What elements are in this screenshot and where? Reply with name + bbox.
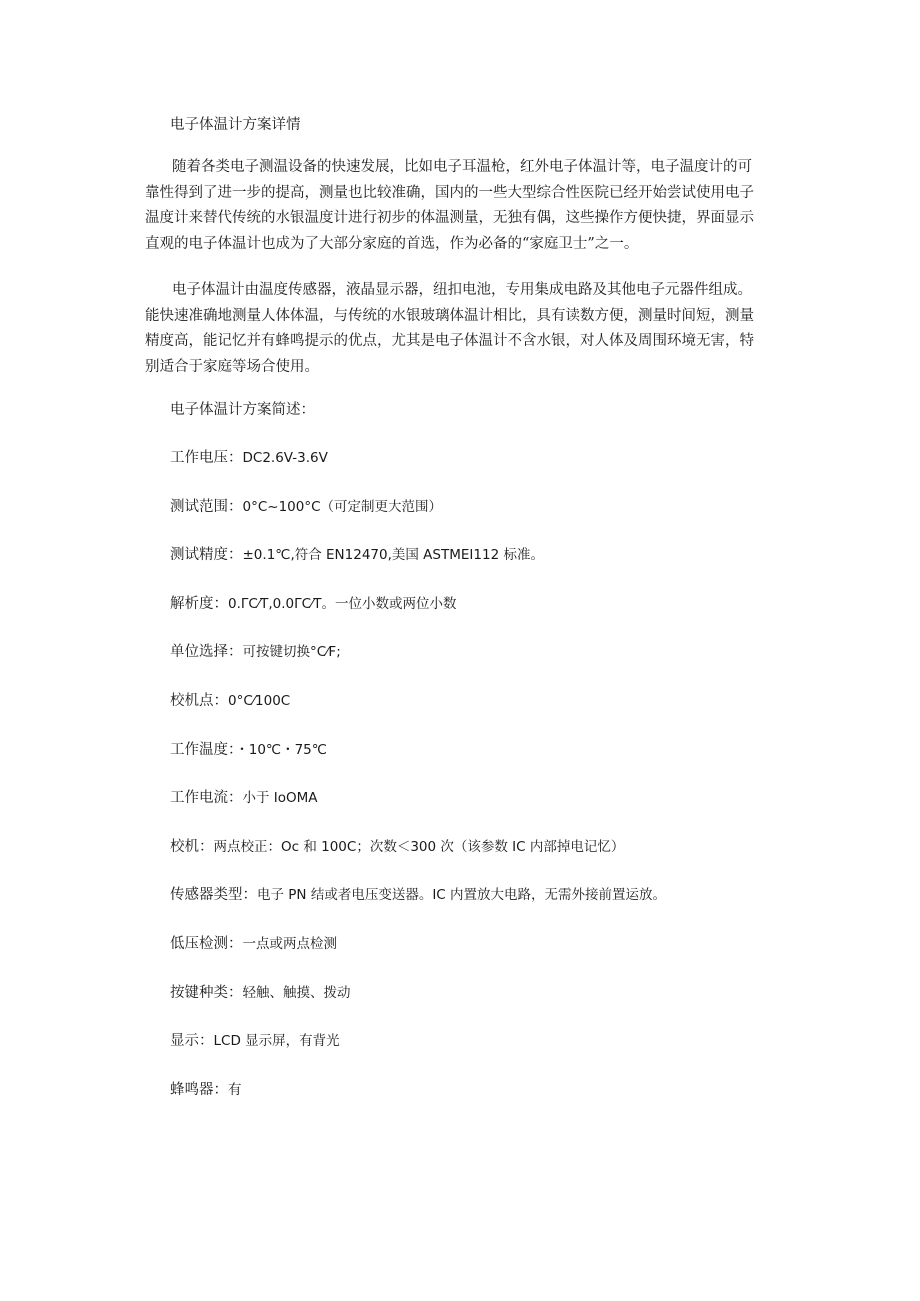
paragraph-line: 电子体温计由温度传感器，液晶显示器，纽扣电池，专用集成电路及其他电子元器件组成。 — [172, 282, 752, 298]
spec-item — [170, 932, 666, 981]
spec-label: 校机点： — [170, 692, 228, 709]
spec-item — [170, 1029, 666, 1078]
spec-label: 工作电流： — [170, 790, 243, 807]
spec-label: 按键种类： — [170, 984, 243, 1001]
spec-label: 低压检测： — [170, 935, 243, 952]
spec-label: 工作温度： — [170, 741, 236, 758]
spec-value: 0°C~100°C（可定制更大范围） — [242, 498, 443, 515]
spec-label: 工作电压： — [170, 450, 243, 466]
paragraph-line: 随着各类电子测温设备的快速发展，比如电子耳温枪，红外电子体温计等，电子温度计的可 — [172, 159, 752, 175]
spec-value: 小于 IoOMA — [242, 790, 318, 807]
spec-item — [170, 738, 666, 787]
spec-item — [170, 446, 666, 495]
paragraph-line: 直观的电子体温计也成为了大部分家庭的首选，作为必备的“家庭卫士”之一。 — [145, 235, 639, 252]
spec-list — [170, 446, 666, 1126]
paragraph-line: 别适合于家庭等场合使用。 — [145, 358, 319, 375]
intro-paragraph — [145, 155, 785, 257]
spec-label: 校机： — [170, 838, 214, 855]
document-title: 电子体温计方案详情 — [170, 117, 301, 133]
spec-item — [170, 981, 666, 1030]
spec-item — [170, 640, 666, 689]
spec-label: 显示： — [170, 1033, 214, 1050]
paragraph-line: 精度高，能记忆并有蜂鸣提示的优点，尤其是电子体温计不含水银，对人体及周围环境无害，特 — [145, 333, 754, 349]
spec-item — [170, 835, 666, 884]
spec-item — [170, 543, 666, 592]
spec-label: 单位选择： — [170, 644, 243, 661]
spec-value: ±0.1℃,符合 EN12470,美国 ASTMEI112 标准。 — [242, 547, 544, 564]
spec-value: 电子 PN 结或者电压变送器。IC 内置放大电路，无需外接前置运放。 — [257, 887, 667, 904]
spec-value: 0°C⁄100C — [228, 692, 291, 709]
spec-value: LCD 显示屏，有背光 — [213, 1033, 340, 1050]
spec-value: 0.ΓC⁄T,0.0ΓC⁄T。一位小数或两位小数 — [228, 595, 457, 612]
spec-label: 测试范围： — [170, 498, 243, 515]
spec-label: 蜂鸣器： — [170, 1081, 228, 1098]
spec-label: 传感器类型： — [170, 887, 257, 904]
spec-label: 测试精度： — [170, 547, 243, 564]
spec-item — [170, 1078, 666, 1127]
spec-label: 解析度： — [170, 595, 228, 612]
spec-item — [170, 592, 666, 641]
spec-value: 轻触、触摸、拨动 — [242, 984, 351, 1001]
spec-value: 有 — [228, 1081, 242, 1098]
spec-item — [170, 495, 666, 544]
spec-value: 一点或两点检测 — [242, 935, 337, 952]
spec-value: 两点校正：Oc 和 100C；次数＜300 次（该参数 IC 内部掉电记忆） — [213, 838, 625, 855]
spec-item — [170, 883, 666, 932]
spec-item — [170, 786, 666, 835]
spec-item — [170, 689, 666, 738]
summary-heading: 电子体温计方案简述： — [170, 402, 315, 418]
spec-value: 可按键切换°C⁄F; — [242, 644, 341, 661]
paragraph-line: 能快速准确地测量人体体温，与传统的水银玻璃体温计相比，具有读数方便，测量时间短，测量 — [145, 307, 754, 324]
paragraph-line: 温度计来替代传统的水银温度计进行初步的体温测量，无独有偶，这些操作方便快捷，界面显示 — [145, 210, 754, 226]
spec-value: ・10℃・75℃ — [235, 741, 327, 758]
paragraph-line: 靠性得到了进一步的提高，测量也比较准确，国内的一些大型综合性医院已经开始尝试使用电子 — [145, 184, 754, 201]
spec-value: DC2.6V-3.6V — [242, 450, 328, 466]
composition-paragraph — [145, 278, 785, 380]
